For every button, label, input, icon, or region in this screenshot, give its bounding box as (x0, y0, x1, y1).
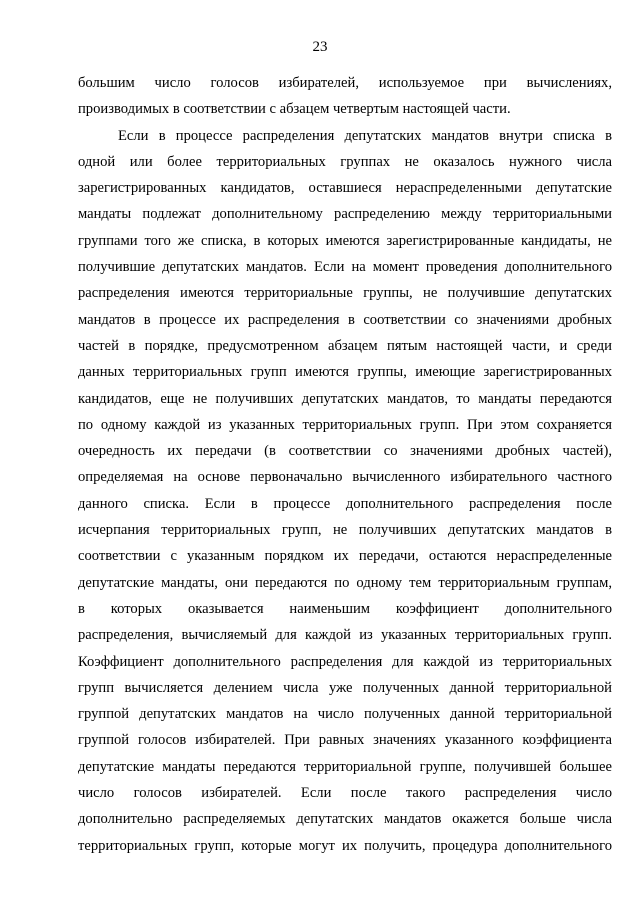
text-line: зарегистрированных кандидатов, оставшиеся нераспределенными депутатские (78, 180, 612, 197)
text-line: группой депутатских мандатов на число полученных данной территориальной (78, 706, 612, 723)
text-line: кандидатов, еще не получивших депутатских мандатов, то мандаты передаются (78, 390, 612, 407)
text-line: дополнительно распределяемых депутатских мандатов окажется больше числа (78, 811, 612, 828)
text-line: распределения, вычисляемый для каждой из указанных территориальных групп. (78, 627, 612, 644)
text-line: соответствии с указанным порядком их передачи, остаются нераспределенные (78, 548, 612, 565)
text-line: большим число голосов избирателей, используемое при вычислениях, (78, 75, 612, 91)
text-line: определяемая на основе первоначально вычисленного избирательного частного (78, 469, 612, 486)
text-line: мандаты подлежат дополнительному распределению между территориальными (78, 206, 612, 223)
text-line: группой голосов избирателей. При равных значениях указанного коэффициента (78, 732, 612, 749)
text-line: исчерпания территориальных групп, не получивших депутатских мандатов в (78, 522, 612, 539)
text-line: число голосов избирателей. Если после такого распределения число (78, 785, 612, 802)
text-line: данных территориальных групп имеются группы, имеющие зарегистрированных (78, 364, 612, 381)
text-line: в которых оказывается наименьшим коэффициент дополнительного (78, 600, 612, 617)
text-line: производимых в соответствии с абзацем четвертым настоящей части. (78, 101, 511, 118)
text-line: распределения имеются территориальные группы, не получившие депутатских (78, 285, 612, 302)
text-line: депутатские мандаты, они передаются по одному тем территориальным группам, (78, 574, 612, 591)
text-line: одной или более территориальных группах не оказалось нужного числа (78, 153, 612, 170)
text-line: частей в порядке, предусмотренном абзацем пятым настоящей части, и среди (78, 337, 612, 354)
text-line: территориальных групп, которые могут их получить, процедура дополнительного (78, 837, 612, 854)
text-line: групп вычисляется делением числа уже полученных данной территориальной (78, 679, 612, 696)
text-line: получившие депутатских мандатов. Если на момент проведения дополнительного (78, 259, 612, 276)
text-line: депутатские мандаты передаются территориальной группе, получившей большее (78, 758, 612, 775)
text-line: данного списка. Если в процессе дополнительного распределения после (78, 495, 612, 512)
text-line: Коэффициент дополнительного распределения для каждой из территориальных (78, 653, 612, 670)
text-line: мандатов в процессе их распределения в соответствии со значениями дробных (78, 311, 612, 328)
body-text (78, 70, 612, 859)
text-line: группами того же списка, в которых имеются зарегистрированные кандидаты, не (78, 232, 612, 249)
text-line: очередность их передачи (в соответствии со значениями дробных частей), (78, 443, 612, 460)
text-line: по одному каждой из указанных территориальных групп. При этом сохраняется (78, 416, 612, 433)
text-line: Если в процессе распределения депутатских мандатов внутри списка в (118, 127, 612, 144)
page-number: 23 (312, 39, 328, 55)
